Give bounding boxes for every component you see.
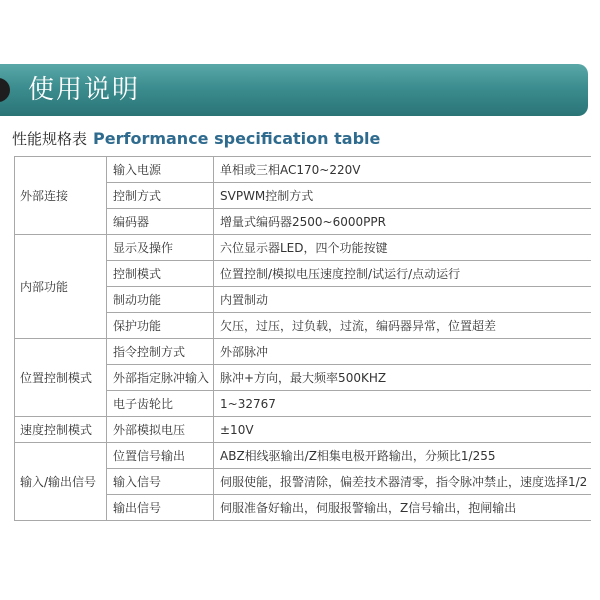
category-cell: 输入/输出信号 [15, 443, 107, 521]
item-cell: 控制方式 [107, 183, 214, 209]
item-cell: 制动功能 [107, 287, 214, 313]
value-cell: 欠压，过压，过负载，过流，编码器异常，位置超差 [214, 313, 592, 339]
value-cell: 六位显示器LED，四个功能按键 [214, 235, 592, 261]
table-row [15, 157, 592, 183]
category-cell: 外部连接 [15, 157, 107, 235]
item-cell: 输出信号 [107, 495, 214, 521]
item-cell: 编码器 [107, 209, 214, 235]
spec-table-container [14, 156, 591, 528]
heading-english: Performance specification table [93, 129, 381, 148]
item-cell: 外部模拟电压 [107, 417, 214, 443]
value-cell: SVPWM控制方式 [214, 183, 592, 209]
category-cell: 位置控制模式 [15, 339, 107, 417]
category-cell: 内部功能 [15, 235, 107, 339]
value-cell: ±10V [214, 417, 592, 443]
item-cell: 输入信号 [107, 469, 214, 495]
item-cell: 指令控制方式 [107, 339, 214, 365]
item-cell: 输入电源 [107, 157, 214, 183]
value-cell: 伺服使能，报警清除，偏差技术器清零，指令脉冲禁止，速度选择1/2 [214, 469, 592, 495]
item-cell: 位置信号输出 [107, 443, 214, 469]
value-cell: 1~32767 [214, 391, 592, 417]
category-cell: 速度控制模式 [15, 417, 107, 443]
value-cell: ABZ相线驱输出/Z相集电极开路输出，分频比1/255 [214, 443, 592, 469]
table-row [15, 339, 592, 365]
item-cell: 控制模式 [107, 261, 214, 287]
section-heading [12, 128, 380, 150]
table-row [15, 443, 592, 469]
title-banner [0, 64, 588, 116]
banner-title: 使用说明 [28, 75, 141, 105]
value-cell: 伺服准备好输出，伺服报警输出，Z信号输出，抱闸输出 [214, 495, 592, 521]
value-cell: 单相或三相AC170~220V [214, 157, 592, 183]
banner-bullet-dot [0, 78, 10, 102]
value-cell: 脉冲+方向，最大频率500KHZ [214, 365, 592, 391]
item-cell: 显示及操作 [107, 235, 214, 261]
table-row [15, 417, 592, 443]
heading-chinese: 性能规格表 [12, 130, 88, 148]
table-row [15, 235, 592, 261]
value-cell: 内置制动 [214, 287, 592, 313]
performance-spec-table [14, 156, 591, 521]
value-cell: 位置控制/模拟电压速度控制/试运行/点动运行 [214, 261, 592, 287]
value-cell: 外部脉冲 [214, 339, 592, 365]
item-cell: 保护功能 [107, 313, 214, 339]
value-cell: 增量式编码器2500~6000PPR [214, 209, 592, 235]
item-cell: 电子齿轮比 [107, 391, 214, 417]
item-cell: 外部指定脉冲输入 [107, 365, 214, 391]
